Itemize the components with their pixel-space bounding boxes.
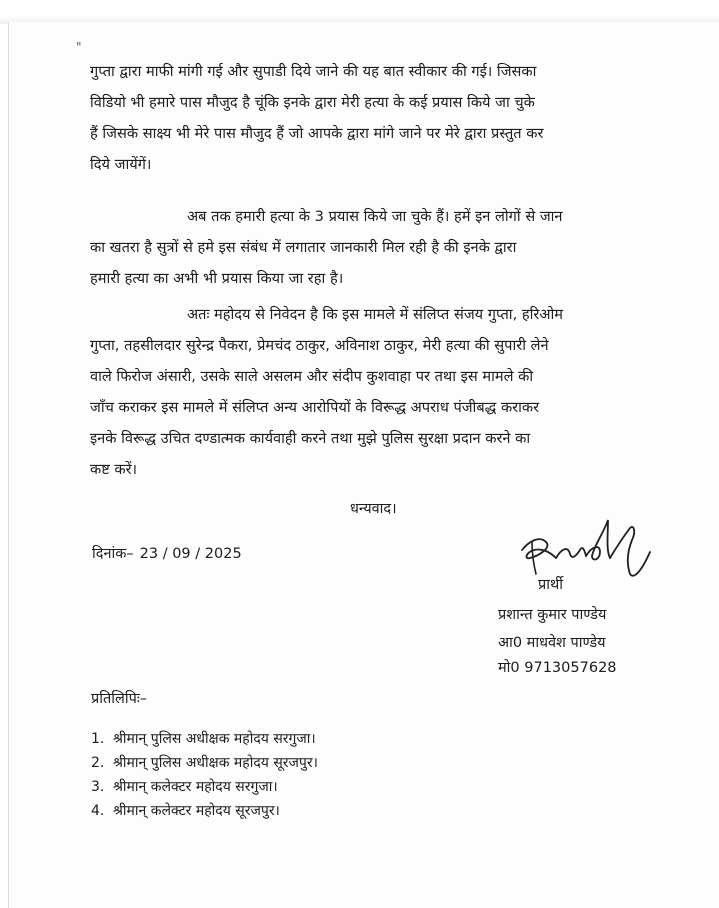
paragraph-1	[90, 56, 543, 180]
paragraph-3-line-3: वाले फिरोज अंसारी, उसके साले असलम और संदीप कुशवाहा पर तथा इस मामले की	[90, 368, 534, 385]
cc-list	[91, 727, 318, 823]
paragraph-3-line-4: जाँच कराकर इस मामले में संलिप्त अन्य आरोपियों के विरूद्ध अपराध पंजीबद्ध कराकर	[90, 399, 540, 416]
page-fold-shadow	[0, 0, 719, 24]
cc-item-text: श्रीमान् कलेक्टर महोदय सूरजपुर।	[113, 803, 280, 819]
paragraph-3-line-2: गुप्ता, तहसीलदार सुरेन्द्र पैकरा, प्रेमचंद ठाकुर, अविनाश ठाकुर, मेरी हत्या की सुपारी लेने	[90, 337, 549, 354]
cc-item-number: 3.	[91, 779, 105, 795]
applicant-father: आ0 माधवेश पाण्डेय	[498, 635, 606, 651]
paragraph-2-line-2: का खतरा है सुत्रों से हमे इस संबंध में लगातार जानकारी मिल रही है की इनके द्वारा	[90, 239, 517, 256]
cc-item-number: 4.	[91, 803, 105, 819]
applicant-label: प्रार्थी	[538, 577, 564, 593]
cc-item-text: श्रीमान् पुलिस अधीक्षक महोदय सूरजपुर।	[113, 755, 318, 771]
cc-item	[91, 727, 318, 751]
paragraph-1-line-3: हैं जिसके साक्ष्य भी मेरे पास मौजुद हैं जो आपके द्वारा मांगे जाने पर मेरे द्वारा प्रस्तुत कर	[90, 125, 544, 142]
cc-item-text: श्रीमान् पुलिस अधीक्षक महोदय सरगुजा।	[113, 731, 316, 747]
date-value: 23 / 09 / 2025	[139, 546, 242, 562]
top-mark: "	[76, 40, 82, 54]
paragraph-1-line-4: दिये जायेंगें।	[90, 156, 152, 173]
paragraph-3-line-6: कष्ट करें।	[90, 461, 138, 478]
cc-heading: प्रतिलिपिः–	[91, 691, 148, 707]
signature-image	[512, 512, 662, 584]
paragraph-1-line-1: गुप्ता द्वारा माफी मांगी गई और सुपाडी दिये जाने की यह बात स्वीकार की गई। जिसका	[90, 63, 537, 80]
paragraph-2-line-1: अब तक हमारी हत्या के 3 प्रयास किये जा चुके हैं। हमें इन लोगों से जान	[187, 208, 563, 225]
paragraph-3-line-1: अतः महोदय से निवेदन है कि इस मामले में संलिप्त संजय गुप्ता, हरिओम	[187, 306, 563, 323]
date-label: दिनांक–	[92, 546, 134, 562]
applicant-mobile: मो0 9713057628	[498, 660, 617, 676]
applicant-name: प्रशान्त कुमार पाण्डेय	[498, 607, 607, 623]
cc-item	[91, 751, 318, 775]
cc-item	[91, 775, 318, 799]
cc-item-number: 1.	[91, 731, 105, 747]
paragraph-2	[90, 201, 563, 294]
cc-item-text: श्रीमान् कलेक्टर महोदय सरगुजा।	[113, 779, 278, 795]
thanks-text: धन्यवाद।	[350, 501, 397, 517]
paragraph-3-line-5: इनके विरूद्ध उचित दण्डात्मक कार्यवाही करने तथा मुझे पुलिस सुरक्षा प्रदान करने का	[90, 430, 531, 447]
paragraph-1-line-2: विडियो भी हमारे पास मौजुद है चूंकि इनके द्वारा मेरी हत्या के कई प्रयास किये जा चुके	[90, 94, 535, 111]
paragraph-2-line-3: हमारी हत्या का अभी भी प्रयास किया जा रहा है।	[90, 270, 344, 287]
paragraph-3	[90, 299, 563, 485]
cc-item-number: 2.	[91, 755, 105, 771]
date-line	[92, 543, 242, 563]
cc-item	[91, 799, 318, 823]
